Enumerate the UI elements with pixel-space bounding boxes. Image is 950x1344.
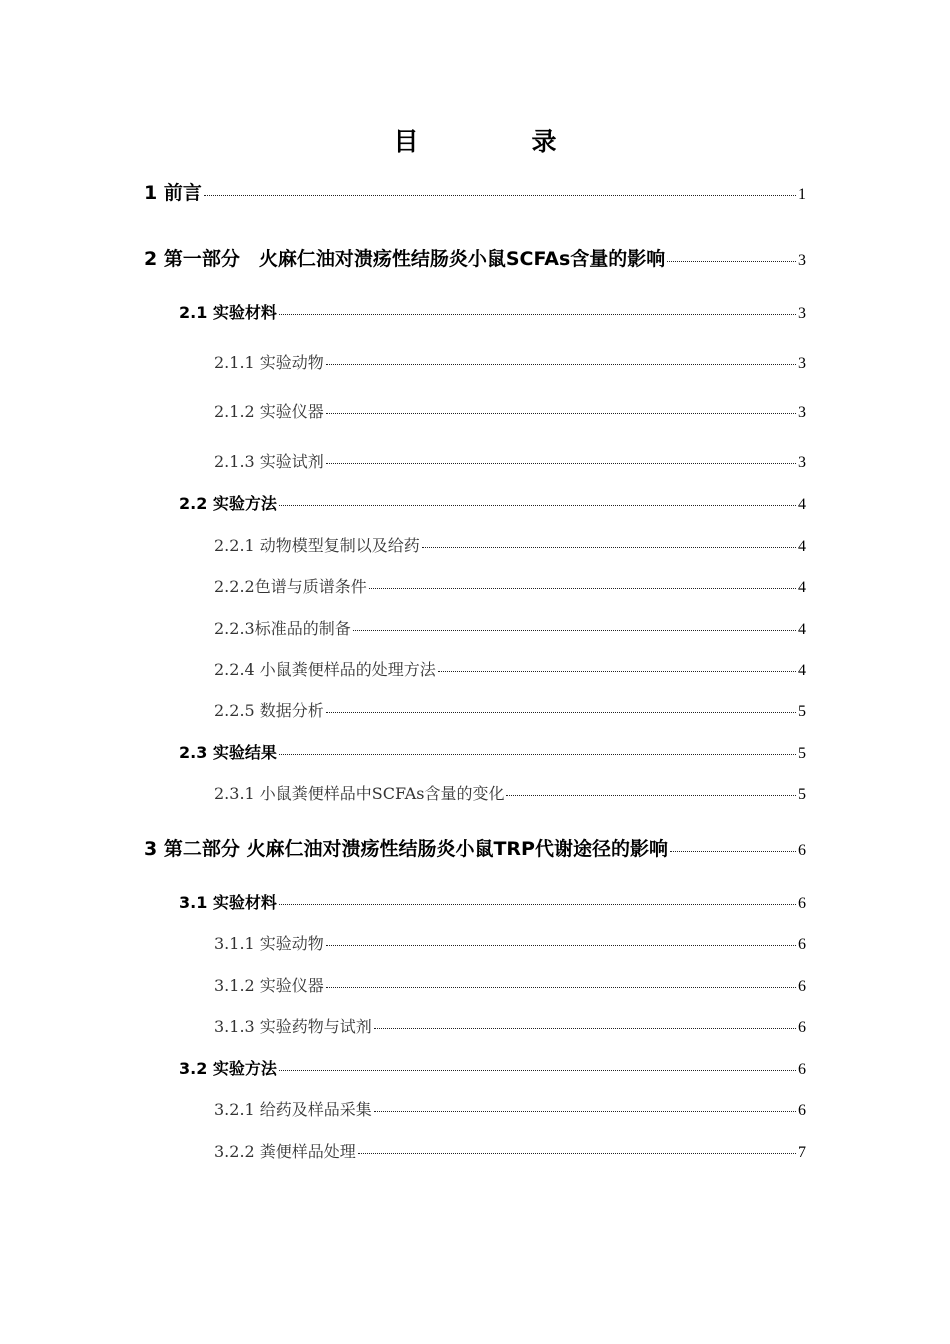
toc-entry-label: 3.1 实验材料 — [179, 893, 277, 912]
dot-leader — [326, 463, 796, 464]
toc-page-number: 6 — [798, 978, 806, 995]
toc-entry-3-1-3[interactable] — [214, 1014, 806, 1037]
toc-entry-label: 2.2 实验方法 — [179, 494, 277, 513]
toc-page-number: 3 — [798, 454, 806, 471]
dot-leader — [279, 314, 796, 315]
toc-page-number: 3 — [798, 404, 806, 421]
toc-entry-2-2-3[interactable] — [214, 616, 806, 639]
dot-leader — [667, 261, 796, 262]
dot-leader — [326, 712, 796, 713]
dot-leader — [369, 588, 796, 589]
toc-entry-label: 3.2 实验方法 — [179, 1059, 277, 1078]
toc-page-number: 7 — [798, 1144, 806, 1161]
toc-page-number: 1 — [798, 186, 806, 203]
toc-page-number: 4 — [798, 538, 806, 555]
toc-entry-label: 3.2.2 粪便样品处理 — [214, 1142, 356, 1161]
toc-entry-2-1-2[interactable] — [214, 399, 806, 422]
toc-entry-label: 2.2.1 动物模型复制以及给药 — [214, 536, 420, 555]
toc-page-number: 4 — [798, 662, 806, 679]
toc-page-number: 6 — [798, 1102, 806, 1119]
dot-leader — [279, 505, 796, 506]
toc-entry-label: 2 第一部分 火麻仁油对溃疡性结肠炎小鼠SCFAs含量的影响 — [144, 248, 666, 270]
toc-entry-label: 3.1.3 实验药物与试剂 — [214, 1017, 372, 1036]
toc-entry-label: 1 前言 — [144, 182, 202, 204]
toc-entry-label: 3 第二部分 火麻仁油对溃疡性结肠炎小鼠TRP代谢途径的影响 — [144, 838, 668, 860]
toc-entry-label: 3.2.1 给药及样品采集 — [214, 1100, 372, 1119]
toc-entry-3-2[interactable] — [179, 1056, 806, 1079]
toc-entry-2-1[interactable] — [179, 300, 806, 323]
dot-leader — [353, 630, 796, 631]
dot-leader — [438, 671, 796, 672]
toc-page-number: 5 — [798, 745, 806, 762]
dot-leader — [358, 1153, 796, 1154]
toc-entry-3-1-2[interactable] — [214, 973, 806, 996]
toc-page-number: 6 — [798, 1019, 806, 1036]
dot-leader — [506, 795, 796, 796]
toc-entry-3-1-1[interactable] — [214, 931, 806, 954]
toc-entry-3-2-1[interactable] — [214, 1097, 806, 1120]
toc-entry-2-2-1[interactable] — [214, 533, 806, 556]
toc-entry-3-2-2[interactable] — [214, 1139, 806, 1162]
toc-entry-label: 2.1.3 实验试剂 — [214, 452, 324, 471]
dot-leader — [374, 1028, 796, 1029]
toc-entry-label: 2.2.2色谱与质谱条件 — [214, 577, 367, 596]
toc-entry-2-2-4[interactable] — [214, 657, 806, 680]
toc-entry-3-1[interactable] — [179, 890, 806, 913]
toc-page-number: 4 — [798, 621, 806, 638]
toc-page-number: 6 — [798, 842, 806, 859]
dot-leader — [670, 851, 796, 852]
toc-entry-2-3[interactable] — [179, 740, 806, 763]
toc-entry-2-2-2[interactable] — [214, 574, 806, 597]
dot-leader — [204, 195, 796, 196]
toc-page-number: 4 — [798, 496, 806, 513]
toc-entry-preface[interactable] — [144, 178, 806, 205]
toc-entry-label: 2.2.5 数据分析 — [214, 701, 324, 720]
toc-page-number: 6 — [798, 936, 806, 953]
toc-entry-2-1-3[interactable] — [214, 449, 806, 472]
toc-entry-label: 2.2.3标准品的制备 — [214, 619, 351, 638]
dot-leader — [279, 754, 796, 755]
toc-entry-label: 3.1.2 实验仪器 — [214, 976, 324, 995]
toc-page-number: 6 — [798, 895, 806, 912]
toc-page-number: 5 — [798, 786, 806, 803]
toc-entry-label: 3.1.1 实验动物 — [214, 934, 324, 953]
dot-leader — [326, 987, 796, 988]
toc-page-number: 4 — [798, 579, 806, 596]
toc-page-number: 5 — [798, 703, 806, 720]
toc-title: 目 录 — [393, 127, 601, 156]
toc-entry-2-3-1[interactable] — [214, 781, 806, 804]
dot-leader — [326, 945, 796, 946]
dot-leader — [374, 1111, 796, 1112]
toc-page-number: 3 — [798, 305, 806, 322]
toc-entry-2-2[interactable] — [179, 491, 806, 514]
toc-entry-label: 2.1.1 实验动物 — [214, 353, 324, 372]
dot-leader — [326, 413, 796, 414]
toc-entry-2-1-1[interactable] — [214, 350, 806, 373]
toc-entry-label: 2.2.4 小鼠粪便样品的处理方法 — [214, 660, 436, 679]
toc-entry-label: 2.1 实验材料 — [179, 303, 277, 322]
toc-page-number: 6 — [798, 1061, 806, 1078]
toc-entry-2-2-5[interactable] — [214, 698, 806, 721]
dot-leader — [326, 364, 796, 365]
toc-entry-label: 2.1.2 实验仪器 — [214, 402, 324, 421]
dot-leader — [279, 1070, 796, 1071]
toc-entry-part-2[interactable] — [144, 834, 806, 861]
dot-leader — [279, 904, 796, 905]
toc-entry-label: 2.3.1 小鼠粪便样品中SCFAs含量的变化 — [214, 784, 505, 803]
toc-page-number: 3 — [798, 252, 806, 269]
dot-leader — [422, 547, 796, 548]
toc-entry-label: 2.3 实验结果 — [179, 743, 277, 762]
toc-page-number: 3 — [798, 355, 806, 372]
toc-entry-part-1[interactable] — [144, 244, 806, 271]
